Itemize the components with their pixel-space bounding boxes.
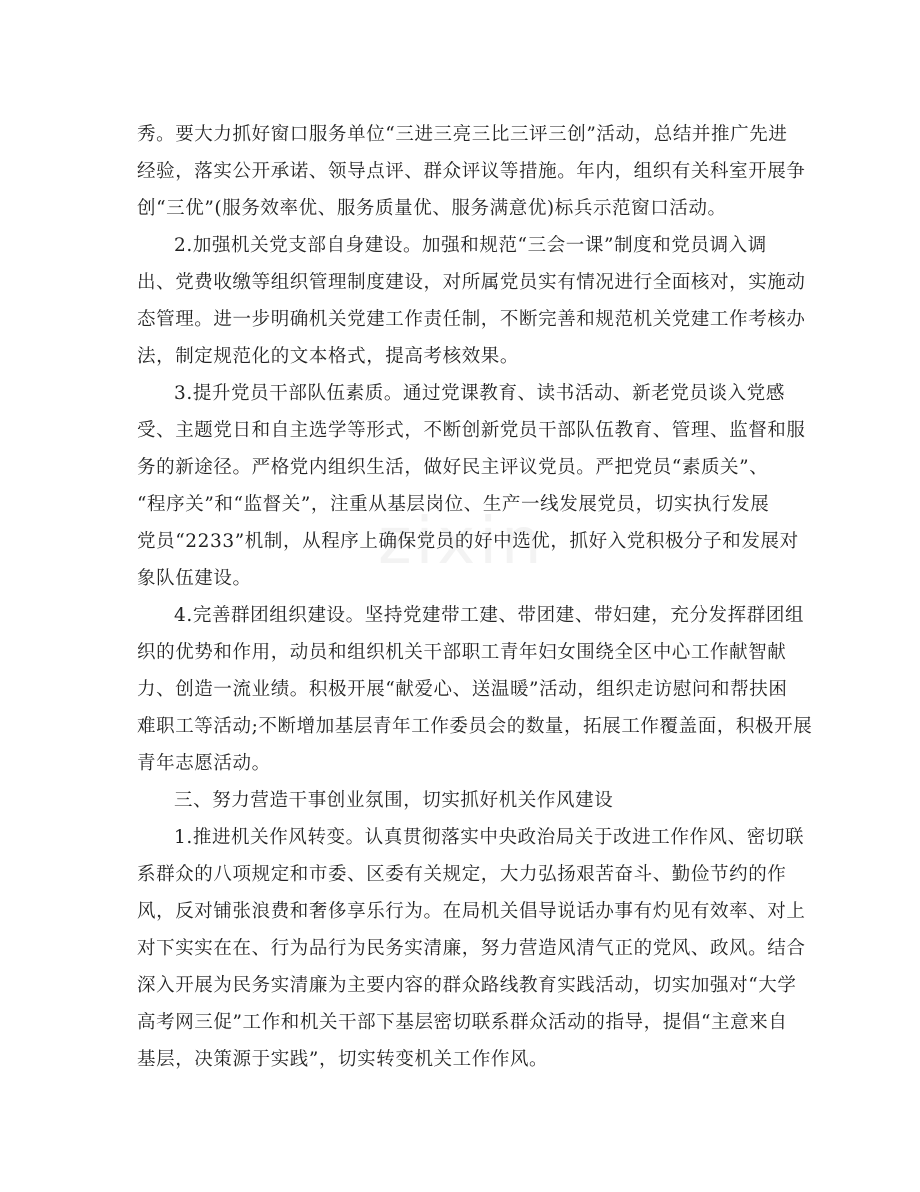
- text-line: “程序关”和“监督关”，注重从基层岗位、生产一线发展党员，切实执行发展: [137, 494, 770, 515]
- paragraph-section3-item-1: [137, 819, 806, 1078]
- text-line: 深入开展为民务实清廉为主要内容的群众路线教育实践活动，切实加强对“大学: [137, 975, 797, 996]
- text-line: 经验，落实公开承诺、领导点评、群众评议等措施。年内，组织有关科室开展争: [137, 161, 806, 182]
- text-line: 1.推进机关作风转变。认真贯彻落实中央政治局关于改进工作作风、密切联: [174, 827, 805, 848]
- text-line: 创“三优”(服务效率优、服务质量优、服务满意优)标兵示范窗口活动。: [137, 198, 727, 219]
- text-line: 风，反对铺张浪费和奢侈享乐行为。在局机关倡导说话办事有灼见有效率、对上: [137, 901, 806, 922]
- text-line: 青年志愿活动。: [137, 753, 271, 774]
- text-line: 织的优势和作用，动员和组织机关干部职工青年妇女围绕全区中心工作献智献: [137, 642, 787, 663]
- section-heading: [137, 782, 787, 819]
- text-line: 态管理。进一步明确机关党建工作责任制，不断完善和规范机关党建工作考核办: [137, 309, 806, 330]
- text-line: 2.加强机关党支部自身建设。加强和规范“三会一课”制度和党员调入调: [174, 235, 767, 256]
- text-line: 对下实实在在、行为品行为民务实清廉，努力营造风清气正的党风、政风。结合: [137, 938, 806, 959]
- paragraph-item-4: [137, 597, 813, 782]
- paragraph-item-2: [137, 227, 806, 375]
- watermark: zixin: [378, 505, 546, 579]
- text-line: 4.完善群团组织建设。坚持党建带工建、带团建、带妇建，充分发挥群团组: [174, 605, 805, 626]
- text-line: 基层，决策源于实践”，切实转变机关工作作风。: [137, 1049, 549, 1070]
- paragraph-item-3: [137, 375, 806, 597]
- text-line: 受、主题党日和自主选学等形式，不断创新党员干部队伍教育、管理、监督和服: [137, 420, 806, 441]
- text-line: 秀。要大力抓好窗口服务单位“三进三亮三比三评三创”活动，总结并推广先进: [137, 124, 788, 145]
- text-line: 出、党费收缴等组织管理制度建设，对所属党员实有情况进行全面核对，实施动: [137, 272, 806, 293]
- text-line: 法，制定规范化的文本格式，提高考核效果。: [137, 346, 520, 367]
- text-line: 3.提升党员干部队伍素质。通过党课教育、读书活动、新老党员谈入党感: [174, 383, 785, 404]
- text-line: 象队伍建设。: [137, 568, 252, 589]
- paragraph-continuation: [137, 116, 806, 227]
- text-line: 难职工等活动;不断增加基层青年工作委员会的数量，拓展工作覆盖面，积极开展: [137, 716, 813, 737]
- text-line: 高考网三促”工作和机关干部下基层密切联系群众活动的指导，提倡“主意来自: [137, 1012, 788, 1033]
- text-line: 系群众的八项规定和市委、区委有关规定，大力弘扬艰苦奋斗、勤俭节约的作: [137, 864, 787, 885]
- document-body: [137, 116, 813, 1078]
- text-line: 务的新途径。严格党内组织生活，做好民主评议党员。严把党员“素质关”、: [137, 457, 769, 478]
- text-line: 党员“2233”机制，从程序上确保党员的好中选优，抓好入党积极分子和发展对: [137, 531, 799, 552]
- section-title: 三、努力营造干事创业氛围，切实抓好机关作风建设: [174, 790, 614, 811]
- text-line: 力、创造一流业绩。积极开展“献爱心、送温暖”活动，组织走访慰问和帮扶困: [137, 679, 788, 700]
